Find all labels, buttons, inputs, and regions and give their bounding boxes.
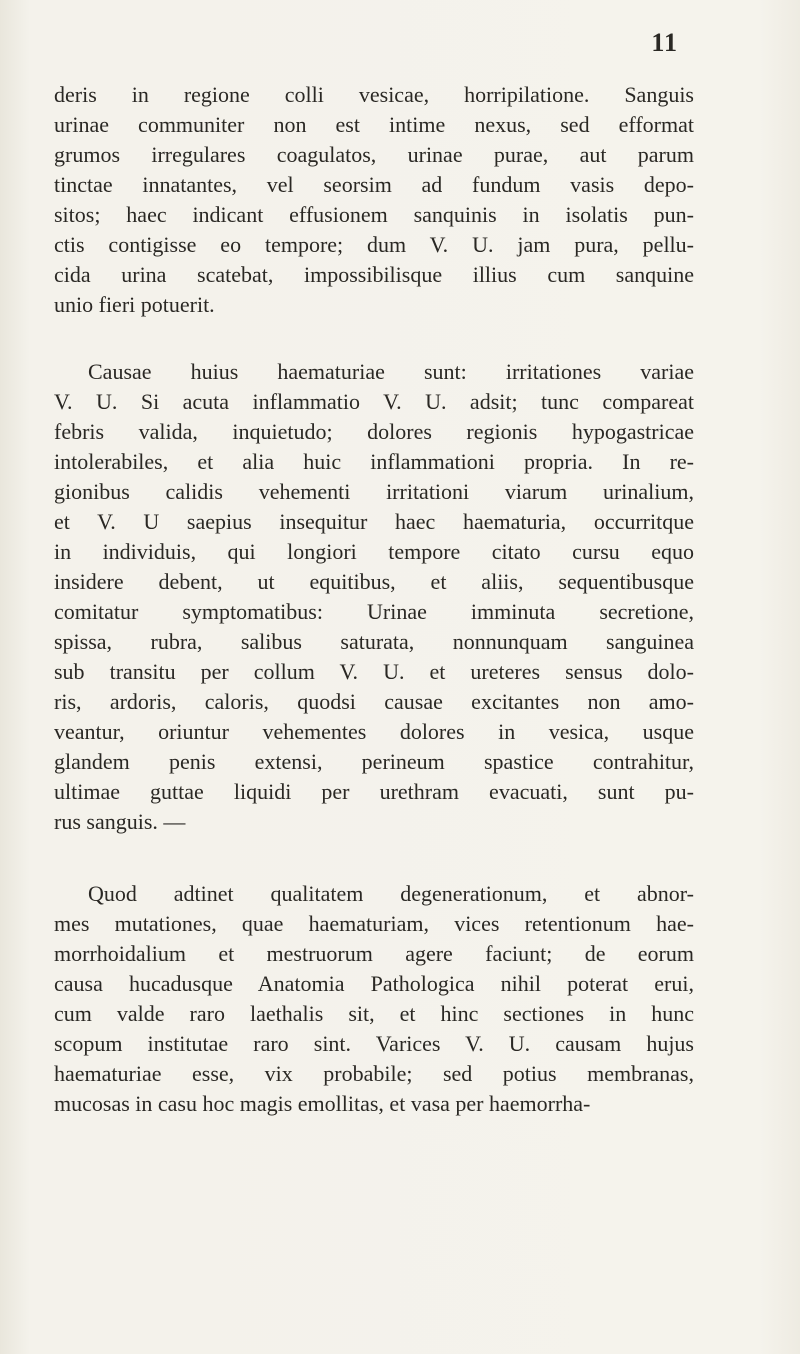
page-number: 11 xyxy=(651,28,678,57)
text-line: mucosas in casu hoc magis emollitas, et vasa per haemorrha- xyxy=(54,1091,591,1116)
text-line: sub transitu per collum V. U. et ureteres sensus dolo- xyxy=(54,659,694,684)
paragraph-2 xyxy=(54,357,694,837)
text-line: sitos; haec indicant effusionem sanquinis in isolatis pun- xyxy=(54,202,694,227)
text-line: et V. U saepius insequitur haec haematuria, occurritque xyxy=(54,509,694,534)
text-line: Causae huius haematuriae sunt: irritationes variae xyxy=(88,359,694,384)
text-line: morrhoidalium et mestruorum agere faciunt; de eorum xyxy=(54,941,694,966)
text-line: haematuriae esse, vix probabile; sed potius membranas, xyxy=(54,1061,694,1086)
text-line: intolerabiles, et alia huic inflammationi propria. In re- xyxy=(54,449,694,474)
text-line: Quod adtinet qualitatem degenerationum, et abnor- xyxy=(88,881,694,906)
text-line: spissa, rubra, salibus saturata, nonnunquam sanguinea xyxy=(54,629,694,654)
text-line: cida urina scatebat, impossibilisque illius cum sanquine xyxy=(54,262,694,287)
text-line: veantur, oriuntur vehementes dolores in vesica, usque xyxy=(54,719,694,744)
text-line: in individuis, qui longiori tempore citato cursu equo xyxy=(54,539,694,564)
text-line: tinctae innatantes, vel seorsim ad fundum vasis depo- xyxy=(54,172,694,197)
text-block xyxy=(54,80,694,1119)
text-line: unio fieri potuerit. xyxy=(54,292,215,317)
text-line: grumos irregulares coagulatos, urinae purae, aut parum xyxy=(54,142,694,167)
text-line: ris, ardoris, caloris, quodsi causae excitantes non amo- xyxy=(54,689,694,714)
text-line: cum valde raro laethalis sit, et hinc sectiones in hunc xyxy=(54,1001,694,1026)
text-line: scopum institutae raro sint. Varices V. U. causam hujus xyxy=(54,1031,694,1056)
text-line: ultimae guttae liquidi per urethram evacuati, sunt pu- xyxy=(54,779,694,804)
paragraph-3 xyxy=(54,879,694,1119)
text-line: febris valida, inquietudo; dolores regionis hypogastricae xyxy=(54,419,694,444)
paragraph-spacer xyxy=(54,320,694,357)
text-line: comitatur symptomatibus: Urinae imminuta secretione, xyxy=(54,599,694,624)
text-line: gionibus calidis vehementi irritationi viarum urinalium, xyxy=(54,479,694,504)
text-line: insidere debent, ut equitibus, et aliis, sequentibusque xyxy=(54,569,694,594)
text-line: rus sanguis. — xyxy=(54,809,186,834)
paragraph-spacer xyxy=(54,837,694,879)
text-line: mes mutationes, quae haematuriam, vices retentionum hae- xyxy=(54,911,694,936)
text-line: glandem penis extensi, perineum spastice contrahitur, xyxy=(54,749,694,774)
text-line: ctis contigisse eo tempore; dum V. U. jam pura, pellu- xyxy=(54,232,694,257)
text-line: V. U. Si acuta inflammatio V. U. adsit; tunc compareat xyxy=(54,389,694,414)
paragraph-1 xyxy=(54,80,694,320)
text-line: deris in regione colli vesicae, horripilatione. Sanguis xyxy=(54,82,694,107)
text-line: urinae communiter non est intime nexus, sed efformat xyxy=(54,112,694,137)
text-line: causa hucadusque Anatomia Pathologica nihil poterat erui, xyxy=(54,971,694,996)
